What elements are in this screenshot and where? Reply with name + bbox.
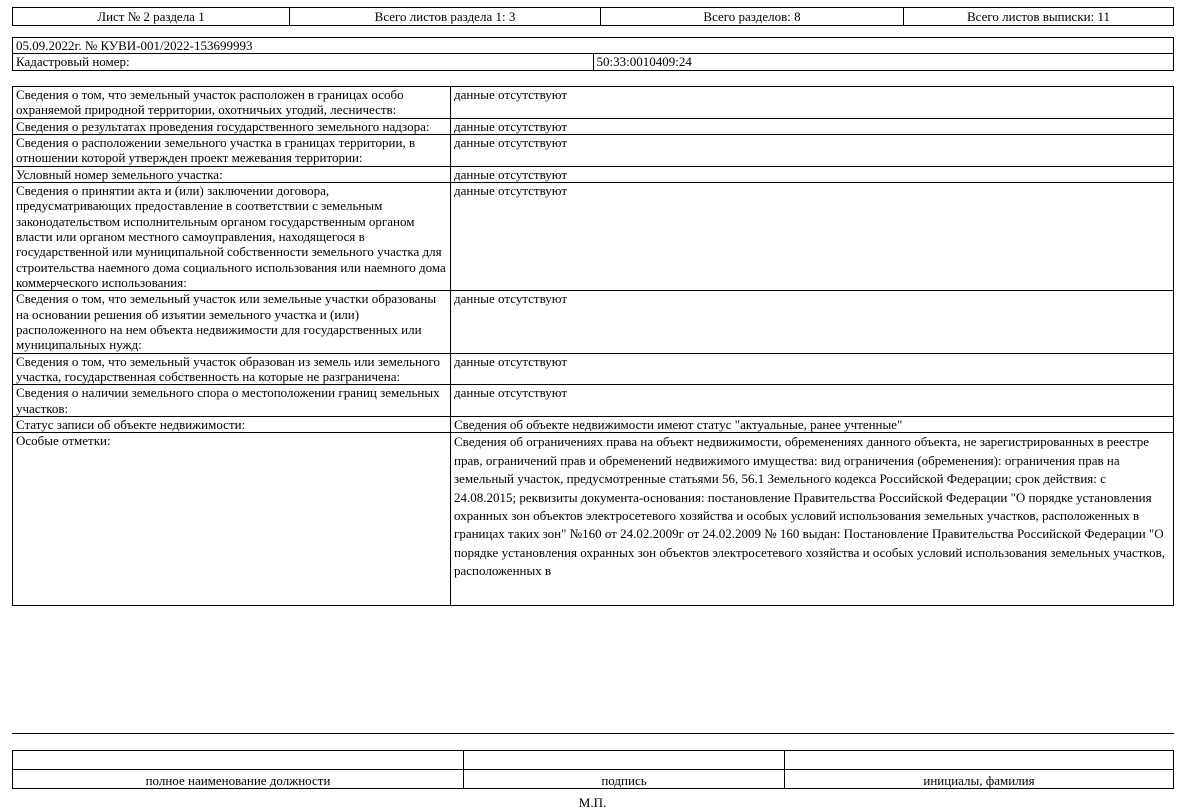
row-value: данные отсутствуют	[451, 134, 1174, 166]
row-value: данные отсутствуют	[451, 385, 1174, 417]
row-label: Сведения о том, что земельный участок расположен в границах особо охраняемой природной территории, охотничьих угодий, лесничеств:	[13, 87, 451, 119]
row-label: Сведения о принятии акта и (или) заключении договора, предусматривающих предоставление в соответствии с земельным законодательством исполнительным органом государственным органом власти или органом местного самоуправления, находящегося в государственной или муниципальной собственности земельного участка для строительства наемного дома социального использования или наемного дома коммерческого использования:	[13, 182, 451, 290]
table-row	[13, 118, 1174, 134]
table-row	[13, 353, 1174, 385]
row-value: данные отсутствуют	[451, 118, 1174, 134]
special-value: Сведения об ограничениях права на объект недвижимости, обременениях данного объекта, не зарегистрированных в реестре прав, ограничений прав и обременений недвижимого имущества: вид ограничения (обременения): ограничения прав на земельный участок, предусмотренные статьями 56, 56.1 Земельного кодекса Российской Федерации; срок действия: с 24.08.2015; реквизиты документа-основания: постановление Правительства Российской Федерации "О порядке установления охранных зон объектов электросетевого хозяйства и особых условий использования земельных участков, расположенных в границах таких зон" №160 от 24.02.2009г от 24.02.2009 № 160 выдан: Постановление Правительства Российской Федерации "О порядке установления охранных зон объектов электросетевого хозяйства и особых условий использования земельных участков, расположенных в	[451, 433, 1174, 606]
row-label: Статус записи об объекте недвижимости:	[13, 416, 451, 432]
name-caption: инициалы, фамилия	[785, 770, 1174, 789]
table-row	[13, 291, 1174, 353]
row-label: Сведения о том, что земельный участок или земельные участки образованы на основании решения об изъятии земельного участка и (или) расположенного на нем объекта недвижимости для государственных или муниципальных нужд:	[13, 291, 451, 353]
sheet-number: Лист № 2 раздела 1	[13, 8, 290, 26]
signature-caption: подпись	[464, 770, 785, 789]
date-number: 05.09.2022г. № КУВИ-001/2022-153699993	[13, 38, 1174, 54]
signature-block	[12, 750, 1174, 789]
row-value: данные отсутствуют	[451, 353, 1174, 385]
cadastral-label: Кадастровый номер:	[13, 54, 594, 70]
row-label: Сведения о результатах проведения государственного земельного надзора:	[13, 118, 451, 134]
position-caption: полное наименование должности	[13, 770, 464, 789]
table-row	[13, 87, 1174, 119]
stamp-place: М.П.	[578, 795, 607, 810]
cadastral-value: 50:33:0010409:24	[593, 54, 1174, 70]
cadastral-block	[12, 37, 1174, 71]
table-row	[13, 166, 1174, 182]
row-value: данные отсутствуют	[451, 87, 1174, 119]
sheets-in-section: Всего листов раздела 1: 3	[290, 8, 601, 26]
table-row	[13, 134, 1174, 166]
table-row	[13, 416, 1174, 432]
row-value: данные отсутствуют	[451, 182, 1174, 290]
row-label: Сведения о расположении земельного участка в границах территории, в отношении которой утвержден проект межевания территории:	[13, 134, 451, 166]
info-table	[12, 86, 1174, 606]
row-label: Сведения о том, что земельный участок образован из земель или земельного участка, государственная собственность на которые не разграничена:	[13, 353, 451, 385]
sections-total: Всего разделов: 8	[601, 8, 904, 26]
position-field	[13, 751, 464, 770]
name-field	[785, 751, 1174, 770]
sheet-header	[12, 7, 1174, 26]
page-break	[12, 733, 1174, 750]
row-value: данные отсутствуют	[451, 166, 1174, 182]
special-label: Особые отметки:	[13, 433, 451, 606]
row-label: Условный номер земельного участка:	[13, 166, 451, 182]
sheets-total: Всего листов выписки: 11	[904, 8, 1174, 26]
row-value: Сведения об объекте недвижимости имеют статус "актуальные, ранее учтенные"	[451, 416, 1174, 432]
table-row	[13, 433, 1174, 606]
signature-field	[464, 751, 785, 770]
row-label: Сведения о наличии земельного спора о местоположении границ земельных участков:	[13, 385, 451, 417]
row-value: данные отсутствуют	[451, 291, 1174, 353]
table-row	[13, 385, 1174, 417]
table-row	[13, 182, 1174, 290]
